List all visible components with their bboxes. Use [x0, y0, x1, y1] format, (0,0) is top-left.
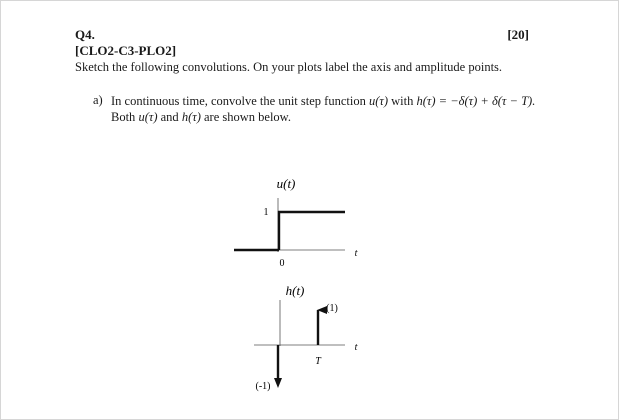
- part-a-line2-suffix: are shown below.: [200, 110, 292, 124]
- impulse-shift-label: T: [315, 356, 321, 367]
- part-a-line2-ut: u(τ): [138, 110, 158, 124]
- question-instruction: Sketch the following convolutions. On your plots label the axis and amplitude points.: [75, 60, 503, 74]
- negative-impulse-label: (-1): [255, 381, 271, 392]
- part-a-line1-ut: u(τ): [368, 94, 389, 108]
- question-number: Q4.: [75, 27, 95, 42]
- unit-step-axis-label: t: [354, 248, 358, 259]
- part-a-line2-and: and: [157, 110, 182, 124]
- question-clo-tag: [CLO2-C3-PLO2]: [75, 43, 177, 58]
- positive-impulse-label: (1): [326, 303, 338, 314]
- unit-step-title: u(t): [276, 176, 296, 191]
- part-a-line1-prefix: In continuous time, convolve the unit step function: [111, 94, 369, 108]
- impulse-response-axis-label: t: [354, 342, 358, 353]
- unit-step-plot: [234, 176, 358, 269]
- part-a-line2-ht: h(τ): [181, 110, 201, 124]
- part-a-label: a): [93, 93, 103, 107]
- part-a-line1-ht: h(τ) = −δ(τ) + δ(τ − T).: [416, 94, 536, 108]
- impulse-response-title: h(t): [285, 283, 305, 298]
- question-marks: [20]: [507, 27, 529, 42]
- part-a-line2-prefix: Both: [111, 110, 139, 124]
- unit-step-origin-label: 0: [279, 258, 285, 269]
- unit-step-amplitude-label: 1: [263, 207, 269, 218]
- negative-impulse-arrowhead: [274, 378, 282, 388]
- part-a-line1-mid: with: [388, 94, 417, 108]
- impulse-response-plot: [254, 283, 358, 392]
